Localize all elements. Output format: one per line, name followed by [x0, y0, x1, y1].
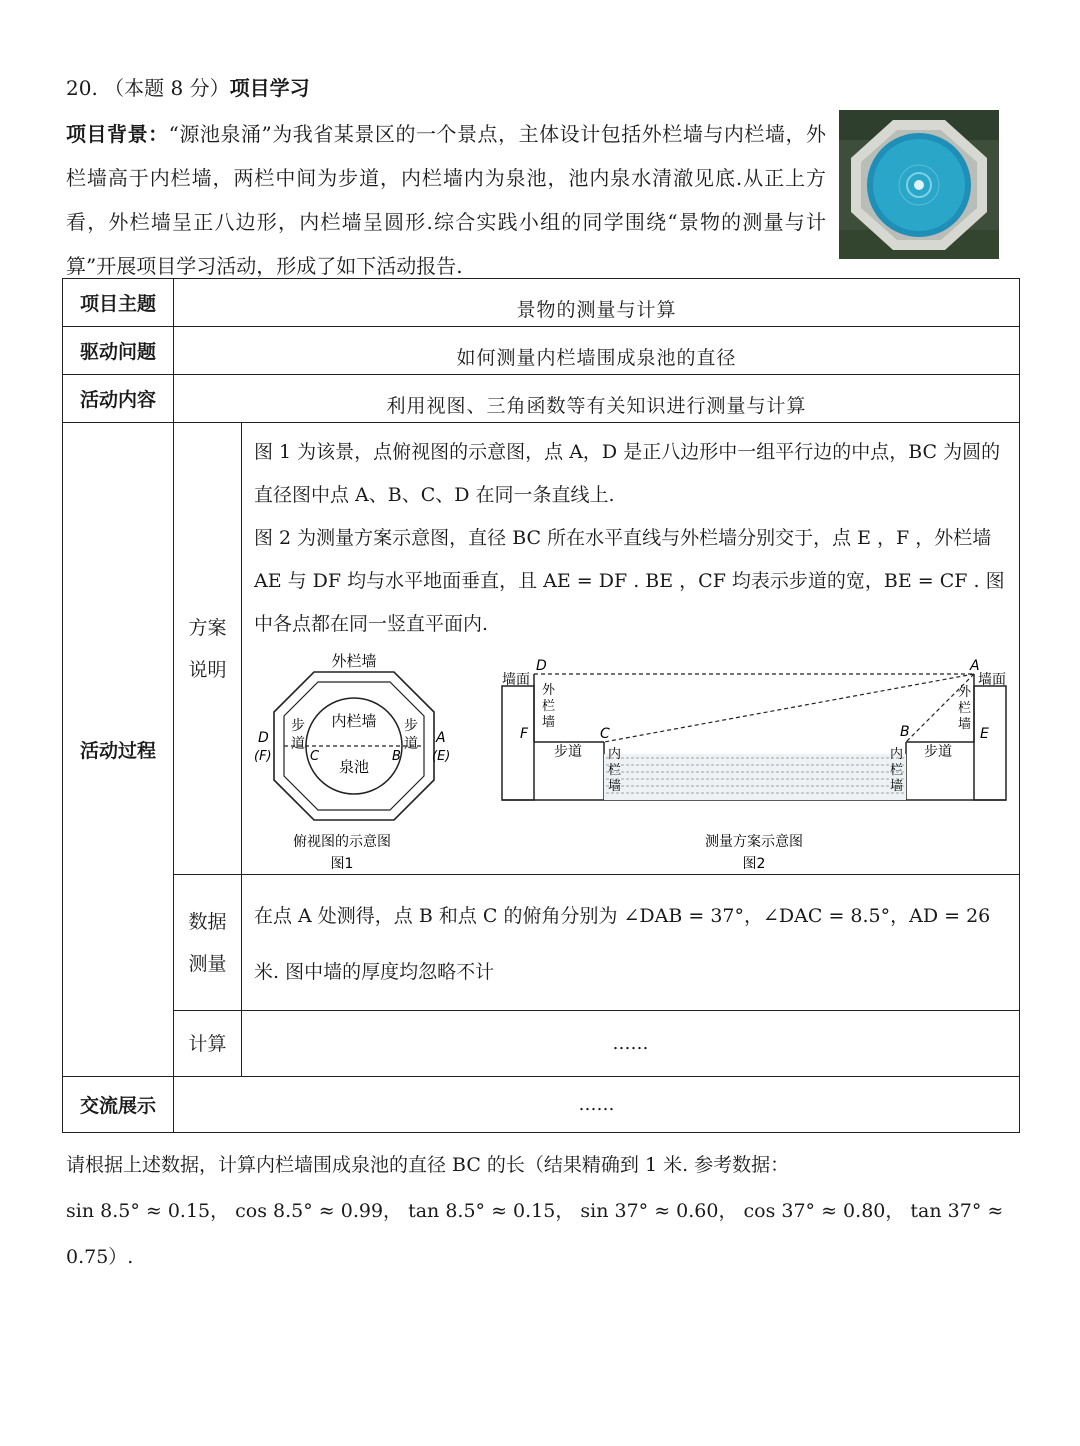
prompt-line-1: 请根据上述数据，计算内栏墙围成泉池的直径 BC 的长（结果精确到 1 米. 参考数据：	[66, 1154, 790, 1176]
fig2-outer-left-1: 外	[542, 683, 556, 698]
question-title	[66, 72, 310, 104]
background-label: 项目背景：	[66, 122, 169, 146]
row-header-question: 驱动问题	[63, 327, 174, 375]
fig2-outer-right-3: 墙	[958, 717, 972, 732]
data-text: 在点 A 处测得，点 B 和点 C 的俯角分别为 ∠DAB = 37°，∠DAC = 8.5°，AD = 26 米. 图中墙的厚度均忽略不计	[242, 875, 1020, 1011]
fig1-walkway-left-2: 道	[291, 736, 305, 752]
fig2-label: 图2	[742, 856, 766, 872]
question-score: （本题 8 分）	[104, 76, 230, 100]
fig1-label: 图1	[330, 856, 354, 872]
fig2-caption: 测量方案示意图	[705, 834, 803, 850]
row-header-content: 活动内容	[63, 375, 174, 423]
row-header-theme: 项目主题	[63, 279, 174, 327]
fig1-walkway-right-2: 道	[404, 736, 418, 752]
row-value-content: 利用视图、三角函数等有关知识进行测量与计算	[174, 375, 1020, 423]
fountain-photo	[839, 110, 999, 259]
fig2-wall-face-right: 墙面	[978, 672, 1006, 688]
fig1-walkway-right-1: 步	[404, 718, 418, 734]
fig2-outer-left-3: 墙	[542, 715, 556, 730]
fig2-point-b: B	[900, 724, 910, 740]
fig1-pool-label: 泉池	[338, 758, 370, 776]
row-value-theme: 景物的测量与计算	[174, 279, 1020, 327]
row-header-process: 活动过程	[63, 423, 174, 1077]
question-topic: 项目学习	[229, 76, 310, 100]
fig1-point-b: B	[392, 749, 401, 764]
fig1-inner-wall-label: 内栏墙	[331, 712, 377, 730]
plan-text-1: 图 1 为该景，点俯视图的示意图，点 A，D 是正八边形中一组平行边的中点，BC 为圆的直径图中点 A、B、C、D 在同一条直线上.	[254, 441, 1001, 506]
fig2-outer-right-1: 外	[958, 685, 972, 700]
fig2-walkway-right: 步道	[924, 744, 952, 760]
figure-1-top-view	[254, 650, 454, 872]
background-paragraph	[66, 112, 826, 288]
fig2-point-a: A	[970, 658, 980, 674]
fig1-caption: 俯视图的示意图	[293, 834, 391, 850]
plan-text-2: 图 2 为测量方案示意图，直径 BC 所在水平直线与外栏墙分别交于，点 E ，F ，外栏墙 AE 与 DF 均与水平地面垂直，且 AE = DF . BE ，CF 均表示步道的宽，BE = CF . 图中各点都在同一竖直平面内.	[254, 527, 1005, 635]
fig2-inner-right-3: 墙	[890, 779, 904, 794]
fig2-outer-right-2: 栏	[958, 701, 972, 716]
fig1-point-d: D	[258, 730, 269, 746]
plan-label: 方案说明	[174, 423, 242, 875]
row-header-show: 交流展示	[63, 1077, 174, 1133]
data-label: 数据测量	[174, 875, 242, 1011]
fig1-point-e: (E)	[432, 749, 451, 764]
fig2-outer-left-2: 栏	[542, 699, 556, 714]
question-prompt	[66, 1142, 1026, 1280]
fig1-outer-wall-label: 外栏墙	[331, 652, 377, 670]
fig2-wall-face-left: 墙面	[502, 672, 530, 688]
fig1-point-c: C	[310, 749, 320, 764]
fig2-inner-left-3: 墙	[608, 779, 622, 794]
fig2-walkway-left: 步道	[554, 744, 582, 760]
fig1-point-a: A	[436, 730, 446, 746]
prompt-line-2: sin 8.5° ≈ 0.15， cos 8.5° ≈ 0.99， tan 8.5° ≈ 0.15， sin 37° ≈ 0.60， cos 37° ≈ 0.80， tan 37° ≈ 0.75）.	[66, 1200, 1004, 1268]
fig2-point-d: D	[536, 658, 547, 674]
fig2-point-c: C	[600, 726, 610, 742]
fig1-walkway-left-1: 步	[291, 718, 305, 734]
row-value-show: ……	[174, 1077, 1020, 1133]
calc-label: 计算	[174, 1011, 242, 1077]
fig2-inner-left-2: 栏	[608, 763, 622, 778]
fig2-point-f: F	[520, 726, 529, 742]
figure-2-measurement-plan	[494, 650, 1014, 872]
row-value-question: 如何测量内栏墙围成泉池的直径	[174, 327, 1020, 375]
fig2-point-e: E	[980, 726, 989, 742]
activity-report-table	[62, 278, 1020, 1133]
figures-area	[254, 650, 1007, 872]
calc-value: ……	[242, 1011, 1020, 1077]
fig2-inner-right-1: 内	[890, 747, 904, 762]
background-text: “源池泉涌”为我省某景区的一个景点，主体设计包括外栏墙与内栏墙，外栏墙高于内栏墙，两栏中间为步道，内栏墙内为泉池，池内泉水清澈见底.从正上方看，外栏墙呈正八边形，内栏墙呈圆形.综合实践小组的同学围绕“景物的测量与计算”开展项目学习活动，形成了如下活动报告.	[66, 122, 827, 278]
fig1-point-f: (F)	[254, 749, 272, 764]
question-number: 20.	[66, 76, 98, 100]
plan-cell	[242, 423, 1020, 875]
fig2-inner-left-1: 内	[608, 747, 622, 762]
fig2-inner-right-2: 栏	[890, 763, 904, 778]
